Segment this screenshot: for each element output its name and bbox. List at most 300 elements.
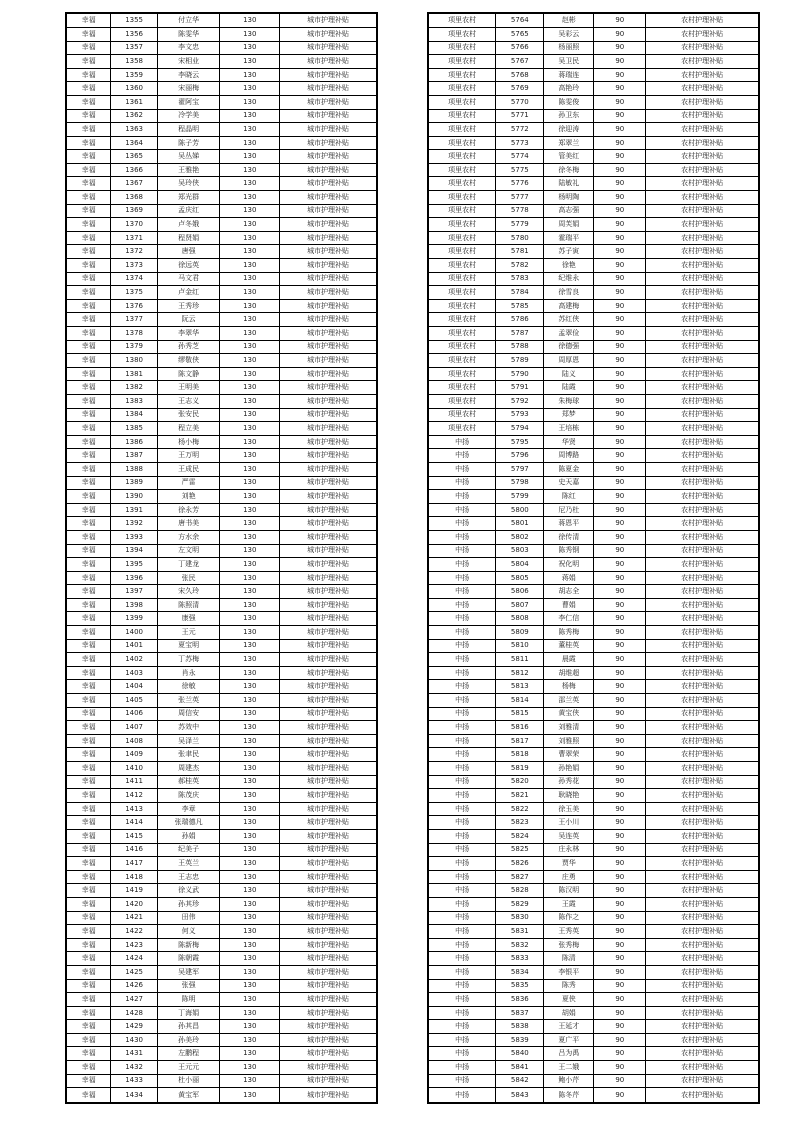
cell-subsidy-type: 城市护理补贴 (280, 897, 377, 911)
cell-person-name: 纪维永 (544, 272, 594, 286)
cell-subsidy-type: 农村护理补贴 (646, 449, 759, 463)
cell-subsidy-type: 农村护理补贴 (646, 911, 759, 925)
cell-district-group: 项里农村 (428, 354, 496, 368)
cell-subsidy-amount: 90 (594, 123, 646, 137)
cell-subsidy-amount: 90 (594, 259, 646, 273)
cell-subsidy-type: 农村护理补贴 (646, 1047, 759, 1061)
cell-district-group: 项里农村 (428, 313, 496, 327)
cell-person-name: 王志义 (157, 394, 220, 408)
table-row (428, 95, 759, 109)
table-row (428, 734, 759, 748)
table-row (428, 843, 759, 857)
cell-person-name: 王成民 (157, 462, 220, 476)
cell-serial-number: 5773 (496, 136, 544, 150)
cell-person-name: 陆敏礼 (544, 177, 594, 191)
cell-serial-number: 1383 (111, 394, 158, 408)
table-row (428, 13, 759, 27)
cell-serial-number: 1431 (111, 1047, 158, 1061)
cell-subsidy-type: 农村护理补贴 (646, 123, 759, 137)
cell-subsidy-type: 城市护理补贴 (280, 503, 377, 517)
cell-district-group: 中扬 (428, 1074, 496, 1088)
cell-serial-number: 5823 (496, 816, 544, 830)
cell-subsidy-amount: 90 (594, 911, 646, 925)
cell-subsidy-amount: 90 (594, 544, 646, 558)
cell-subsidy-amount: 90 (594, 313, 646, 327)
cell-person-name: 陈雯俊 (544, 95, 594, 109)
cell-subsidy-amount: 130 (220, 150, 280, 164)
cell-person-name: 陈明 (157, 993, 220, 1007)
cell-district-group: 项里农村 (428, 55, 496, 69)
cell-person-name: 郝桂英 (157, 775, 220, 789)
cell-district-group: 项里农村 (428, 95, 496, 109)
table-row (428, 775, 759, 789)
table-row (66, 381, 377, 395)
table-row (428, 367, 759, 381)
cell-subsidy-amount: 90 (594, 68, 646, 82)
table-row (428, 897, 759, 911)
cell-subsidy-amount: 130 (220, 381, 280, 395)
cell-person-name: 李章 (157, 802, 220, 816)
table-row (428, 1033, 759, 1047)
cell-subsidy-amount: 90 (594, 1047, 646, 1061)
cell-serial-number: 1386 (111, 435, 158, 449)
cell-district-group: 中扬 (428, 1033, 496, 1047)
cell-person-name: 王志忠 (157, 870, 220, 884)
cell-person-name: 缪敬侠 (157, 354, 220, 368)
cell-subsidy-amount: 130 (220, 952, 280, 966)
cell-district-group: 幸福 (66, 952, 111, 966)
cell-district-group: 中扬 (428, 435, 496, 449)
table-row (66, 884, 377, 898)
cell-subsidy-amount: 130 (220, 1088, 280, 1103)
table-row (428, 408, 759, 422)
cell-district-group: 幸福 (66, 340, 111, 354)
cell-person-name: 卢冬娥 (157, 218, 220, 232)
cell-serial-number: 5802 (496, 530, 544, 544)
cell-serial-number: 1420 (111, 897, 158, 911)
cell-subsidy-amount: 90 (594, 762, 646, 776)
table-row (428, 204, 759, 218)
cell-subsidy-amount: 90 (594, 653, 646, 667)
cell-person-name: 王延才 (544, 1020, 594, 1034)
cell-district-group: 项里农村 (428, 259, 496, 273)
cell-serial-number: 5811 (496, 653, 544, 667)
cell-subsidy-amount: 130 (220, 694, 280, 708)
cell-person-name: 左文明 (157, 544, 220, 558)
cell-subsidy-amount: 130 (220, 829, 280, 843)
cell-serial-number: 1388 (111, 462, 158, 476)
cell-subsidy-amount: 130 (220, 680, 280, 694)
cell-district-group: 中扬 (428, 748, 496, 762)
cell-subsidy-type: 城市护理补贴 (280, 816, 377, 830)
cell-subsidy-amount: 90 (594, 204, 646, 218)
cell-subsidy-type: 城市护理补贴 (280, 558, 377, 572)
cell-subsidy-amount: 90 (594, 394, 646, 408)
subsidy-roster-table-right (427, 12, 760, 1104)
cell-district-group: 幸福 (66, 41, 111, 55)
cell-person-name: 史天嘉 (544, 476, 594, 490)
cell-serial-number: 5809 (496, 626, 544, 640)
table-row (428, 313, 759, 327)
table-row (66, 802, 377, 816)
cell-subsidy-type: 城市护理补贴 (280, 653, 377, 667)
cell-district-group: 幸福 (66, 177, 111, 191)
cell-district-group: 中扬 (428, 449, 496, 463)
cell-subsidy-amount: 90 (594, 13, 646, 27)
cell-district-group: 幸福 (66, 95, 111, 109)
cell-district-group: 幸福 (66, 109, 111, 123)
cell-person-name: 胡维超 (544, 666, 594, 680)
cell-serial-number: 1372 (111, 245, 158, 259)
cell-person-name: 王雅艳 (157, 163, 220, 177)
cell-subsidy-amount: 130 (220, 435, 280, 449)
cell-subsidy-amount: 90 (594, 612, 646, 626)
cell-subsidy-amount: 130 (220, 55, 280, 69)
cell-subsidy-type: 城市护理补贴 (280, 259, 377, 273)
cell-district-group: 幸福 (66, 449, 111, 463)
cell-subsidy-amount: 90 (594, 109, 646, 123)
cell-subsidy-type: 农村护理补贴 (646, 802, 759, 816)
cell-district-group: 项里农村 (428, 327, 496, 341)
cell-person-name: 陈红 (544, 490, 594, 504)
table-row (66, 857, 377, 871)
cell-subsidy-amount: 130 (220, 721, 280, 735)
cell-subsidy-type: 农村护理补贴 (646, 150, 759, 164)
table-row (66, 694, 377, 708)
cell-subsidy-amount: 90 (594, 27, 646, 41)
cell-district-group: 幸福 (66, 843, 111, 857)
table-row (66, 748, 377, 762)
cell-subsidy-type: 城市护理补贴 (280, 1020, 377, 1034)
cell-subsidy-amount: 130 (220, 911, 280, 925)
cell-person-name: 付立华 (157, 13, 220, 27)
table-row (66, 829, 377, 843)
cell-serial-number: 1415 (111, 829, 158, 843)
cell-district-group: 项里农村 (428, 245, 496, 259)
cell-district-group: 项里农村 (428, 408, 496, 422)
cell-subsidy-amount: 130 (220, 598, 280, 612)
cell-serial-number: 1374 (111, 272, 158, 286)
cell-person-name: 庄永林 (544, 843, 594, 857)
cell-subsidy-amount: 90 (594, 897, 646, 911)
cell-subsidy-amount: 130 (220, 762, 280, 776)
cell-district-group: 中扬 (428, 1088, 496, 1103)
cell-serial-number: 1398 (111, 598, 158, 612)
cell-person-name: 徐艳 (544, 259, 594, 273)
cell-district-group: 项里农村 (428, 109, 496, 123)
cell-district-group: 中扬 (428, 775, 496, 789)
cell-subsidy-type: 城市护理补贴 (280, 680, 377, 694)
cell-district-group: 项里农村 (428, 27, 496, 41)
cell-district-group: 项里农村 (428, 191, 496, 205)
cell-subsidy-type: 城市护理补贴 (280, 1074, 377, 1088)
cell-subsidy-type: 城市护理补贴 (280, 449, 377, 463)
cell-subsidy-type: 城市护理补贴 (280, 789, 377, 803)
cell-subsidy-amount: 130 (220, 13, 280, 27)
cell-subsidy-amount: 90 (594, 354, 646, 368)
cell-serial-number: 5776 (496, 177, 544, 191)
cell-subsidy-type: 城市护理补贴 (280, 938, 377, 952)
table-row (66, 585, 377, 599)
table-row (66, 191, 377, 205)
table-row (428, 694, 759, 708)
cell-subsidy-type: 农村护理补贴 (646, 762, 759, 776)
cell-district-group: 幸福 (66, 299, 111, 313)
cell-subsidy-type: 城市护理补贴 (280, 381, 377, 395)
cell-serial-number: 5793 (496, 408, 544, 422)
table-row (66, 734, 377, 748)
cell-serial-number: 5775 (496, 163, 544, 177)
cell-subsidy-amount: 130 (220, 367, 280, 381)
cell-district-group: 中扬 (428, 734, 496, 748)
cell-person-name: 庄勇 (544, 870, 594, 884)
table-row (428, 884, 759, 898)
cell-subsidy-type: 城市护理补贴 (280, 979, 377, 993)
cell-subsidy-amount: 130 (220, 177, 280, 191)
cell-serial-number: 1366 (111, 163, 158, 177)
cell-district-group: 中扬 (428, 1020, 496, 1034)
table-row (66, 639, 377, 653)
cell-person-name: 王小川 (544, 816, 594, 830)
cell-serial-number: 5817 (496, 734, 544, 748)
cell-subsidy-amount: 90 (594, 816, 646, 830)
table-row (66, 259, 377, 273)
table-row (428, 41, 759, 55)
cell-person-name: 何义 (157, 925, 220, 939)
cell-serial-number: 5810 (496, 639, 544, 653)
table-row (66, 136, 377, 150)
cell-subsidy-amount: 90 (594, 177, 646, 191)
cell-serial-number: 5790 (496, 367, 544, 381)
cell-district-group: 幸福 (66, 530, 111, 544)
cell-district-group: 项里农村 (428, 177, 496, 191)
cell-person-name: 杨明陶 (544, 191, 594, 205)
cell-person-name: 周信安 (157, 707, 220, 721)
cell-subsidy-type: 城市护理补贴 (280, 965, 377, 979)
cell-subsidy-type: 城市护理补贴 (280, 408, 377, 422)
table-row (428, 150, 759, 164)
cell-person-name: 鲍小芹 (544, 1074, 594, 1088)
cell-serial-number: 5783 (496, 272, 544, 286)
cell-district-group: 幸福 (66, 245, 111, 259)
cell-person-name: 胡志全 (544, 585, 594, 599)
table-row (428, 530, 759, 544)
cell-serial-number: 5841 (496, 1061, 544, 1075)
cell-serial-number: 1370 (111, 218, 158, 232)
cell-serial-number: 5807 (496, 598, 544, 612)
cell-district-group: 中扬 (428, 558, 496, 572)
cell-serial-number: 5820 (496, 775, 544, 789)
cell-person-name: 王二娥 (544, 1061, 594, 1075)
cell-district-group: 幸福 (66, 354, 111, 368)
table-row (428, 503, 759, 517)
cell-subsidy-type: 农村护理补贴 (646, 748, 759, 762)
cell-serial-number: 1419 (111, 884, 158, 898)
cell-person-name: 黄宝侠 (544, 707, 594, 721)
cell-subsidy-amount: 130 (220, 857, 280, 871)
table-row (66, 204, 377, 218)
cell-subsidy-type: 城市护理补贴 (280, 802, 377, 816)
cell-serial-number: 5768 (496, 68, 544, 82)
cell-serial-number: 5765 (496, 27, 544, 41)
table-row (66, 680, 377, 694)
cell-subsidy-amount: 90 (594, 218, 646, 232)
cell-subsidy-amount: 90 (594, 789, 646, 803)
cell-district-group: 中扬 (428, 911, 496, 925)
cell-subsidy-amount: 90 (594, 136, 646, 150)
cell-subsidy-amount: 130 (220, 299, 280, 313)
table-row (428, 789, 759, 803)
cell-district-group: 幸福 (66, 313, 111, 327)
cell-district-group: 中扬 (428, 870, 496, 884)
table-row (428, 1047, 759, 1061)
cell-serial-number: 1429 (111, 1020, 158, 1034)
table-row (66, 408, 377, 422)
cell-subsidy-type: 城市护理补贴 (280, 340, 377, 354)
cell-subsidy-type: 城市护理补贴 (280, 218, 377, 232)
cell-district-group: 中扬 (428, 490, 496, 504)
cell-subsidy-type: 城市护理补贴 (280, 367, 377, 381)
cell-subsidy-amount: 90 (594, 965, 646, 979)
cell-subsidy-amount: 90 (594, 585, 646, 599)
cell-district-group: 中扬 (428, 530, 496, 544)
table-row (66, 870, 377, 884)
cell-district-group: 项里农村 (428, 286, 496, 300)
cell-subsidy-amount: 90 (594, 1088, 646, 1103)
cell-subsidy-type: 城市护理补贴 (280, 626, 377, 640)
cell-person-name: 徐迎涛 (544, 123, 594, 137)
cell-subsidy-type: 城市护理补贴 (280, 476, 377, 490)
cell-person-name: 吴丛娣 (157, 150, 220, 164)
cell-person-name: 王秀珍 (157, 299, 220, 313)
cell-serial-number: 5772 (496, 123, 544, 137)
table-row (66, 762, 377, 776)
table-row (66, 517, 377, 531)
cell-subsidy-type: 城市护理补贴 (280, 721, 377, 735)
cell-subsidy-amount: 90 (594, 979, 646, 993)
cell-subsidy-amount: 130 (220, 408, 280, 422)
cell-serial-number: 1428 (111, 1006, 158, 1020)
table-row (428, 68, 759, 82)
cell-district-group: 幸福 (66, 136, 111, 150)
cell-person-name: 李银平 (544, 965, 594, 979)
cell-district-group: 中扬 (428, 762, 496, 776)
cell-serial-number: 5794 (496, 422, 544, 436)
cell-subsidy-amount: 90 (594, 41, 646, 55)
cell-subsidy-type: 农村护理补贴 (646, 843, 759, 857)
cell-person-name: 方水余 (157, 530, 220, 544)
cell-district-group: 幸福 (66, 191, 111, 205)
cell-subsidy-amount: 130 (220, 571, 280, 585)
cell-person-name: 吴建军 (157, 965, 220, 979)
cell-serial-number: 1395 (111, 558, 158, 572)
cell-serial-number: 5792 (496, 394, 544, 408)
cell-serial-number: 1405 (111, 694, 158, 708)
cell-person-name: 孟翠俭 (544, 327, 594, 341)
cell-person-name: 陈文静 (157, 367, 220, 381)
cell-serial-number: 1371 (111, 231, 158, 245)
cell-subsidy-type: 农村护理补贴 (646, 41, 759, 55)
cell-subsidy-type: 农村护理补贴 (646, 476, 759, 490)
cell-subsidy-amount: 90 (594, 734, 646, 748)
cell-person-name: 杨丽照 (544, 41, 594, 55)
cell-subsidy-amount: 130 (220, 965, 280, 979)
cell-serial-number: 5764 (496, 13, 544, 27)
cell-subsidy-amount: 130 (220, 191, 280, 205)
cell-district-group: 幸福 (66, 1006, 111, 1020)
cell-district-group: 幸福 (66, 163, 111, 177)
cell-district-group: 项里农村 (428, 68, 496, 82)
table-row (428, 109, 759, 123)
cell-subsidy-type: 农村护理补贴 (646, 870, 759, 884)
cell-subsidy-amount: 130 (220, 123, 280, 137)
table-row (428, 27, 759, 41)
cell-person-name: 陈新梅 (157, 938, 220, 952)
cell-subsidy-amount: 130 (220, 748, 280, 762)
table-row (66, 789, 377, 803)
cell-subsidy-amount: 90 (594, 1006, 646, 1020)
table-row (66, 68, 377, 82)
cell-district-group: 幸福 (66, 612, 111, 626)
table-row (428, 231, 759, 245)
table-row (428, 381, 759, 395)
cell-person-name: 吴泽兰 (157, 734, 220, 748)
cell-subsidy-type: 农村护理补贴 (646, 816, 759, 830)
table-row (66, 354, 377, 368)
table-row (428, 993, 759, 1007)
cell-person-name: 徐义武 (157, 884, 220, 898)
cell-subsidy-type: 农村护理补贴 (646, 639, 759, 653)
cell-subsidy-amount: 130 (220, 95, 280, 109)
cell-person-name: 陈秀钢 (544, 544, 594, 558)
cell-district-group: 中扬 (428, 816, 496, 830)
table-row (428, 82, 759, 96)
cell-district-group: 中扬 (428, 571, 496, 585)
cell-person-name: 徐远英 (157, 259, 220, 273)
cell-subsidy-amount: 130 (220, 1006, 280, 1020)
cell-subsidy-type: 农村护理补贴 (646, 191, 759, 205)
cell-serial-number: 1369 (111, 204, 158, 218)
table-row (66, 435, 377, 449)
table-row (66, 55, 377, 69)
cell-district-group: 幸福 (66, 1088, 111, 1103)
table-row (428, 286, 759, 300)
cell-subsidy-type: 农村护理补贴 (646, 327, 759, 341)
table-row (66, 1088, 377, 1103)
table-row (428, 299, 759, 313)
table-row (66, 1061, 377, 1075)
cell-serial-number: 1356 (111, 27, 158, 41)
cell-person-name: 耿晓艳 (544, 789, 594, 803)
cell-subsidy-type: 城市护理补贴 (280, 952, 377, 966)
cell-person-name: 田伟 (157, 911, 220, 925)
table-row (428, 163, 759, 177)
cell-person-name: 翟阿宝 (157, 95, 220, 109)
cell-subsidy-type: 城市护理补贴 (280, 734, 377, 748)
cell-subsidy-type: 农村护理补贴 (646, 109, 759, 123)
cell-serial-number: 1357 (111, 41, 158, 55)
cell-person-name: 周博路 (544, 449, 594, 463)
cell-person-name: 孙美玲 (157, 1033, 220, 1047)
table-row (428, 762, 759, 776)
cell-serial-number: 1432 (111, 1061, 158, 1075)
cell-serial-number: 5791 (496, 381, 544, 395)
table-row (428, 965, 759, 979)
cell-subsidy-type: 农村护理补贴 (646, 177, 759, 191)
cell-subsidy-amount: 90 (594, 272, 646, 286)
table-row (428, 422, 759, 436)
cell-serial-number: 1406 (111, 707, 158, 721)
